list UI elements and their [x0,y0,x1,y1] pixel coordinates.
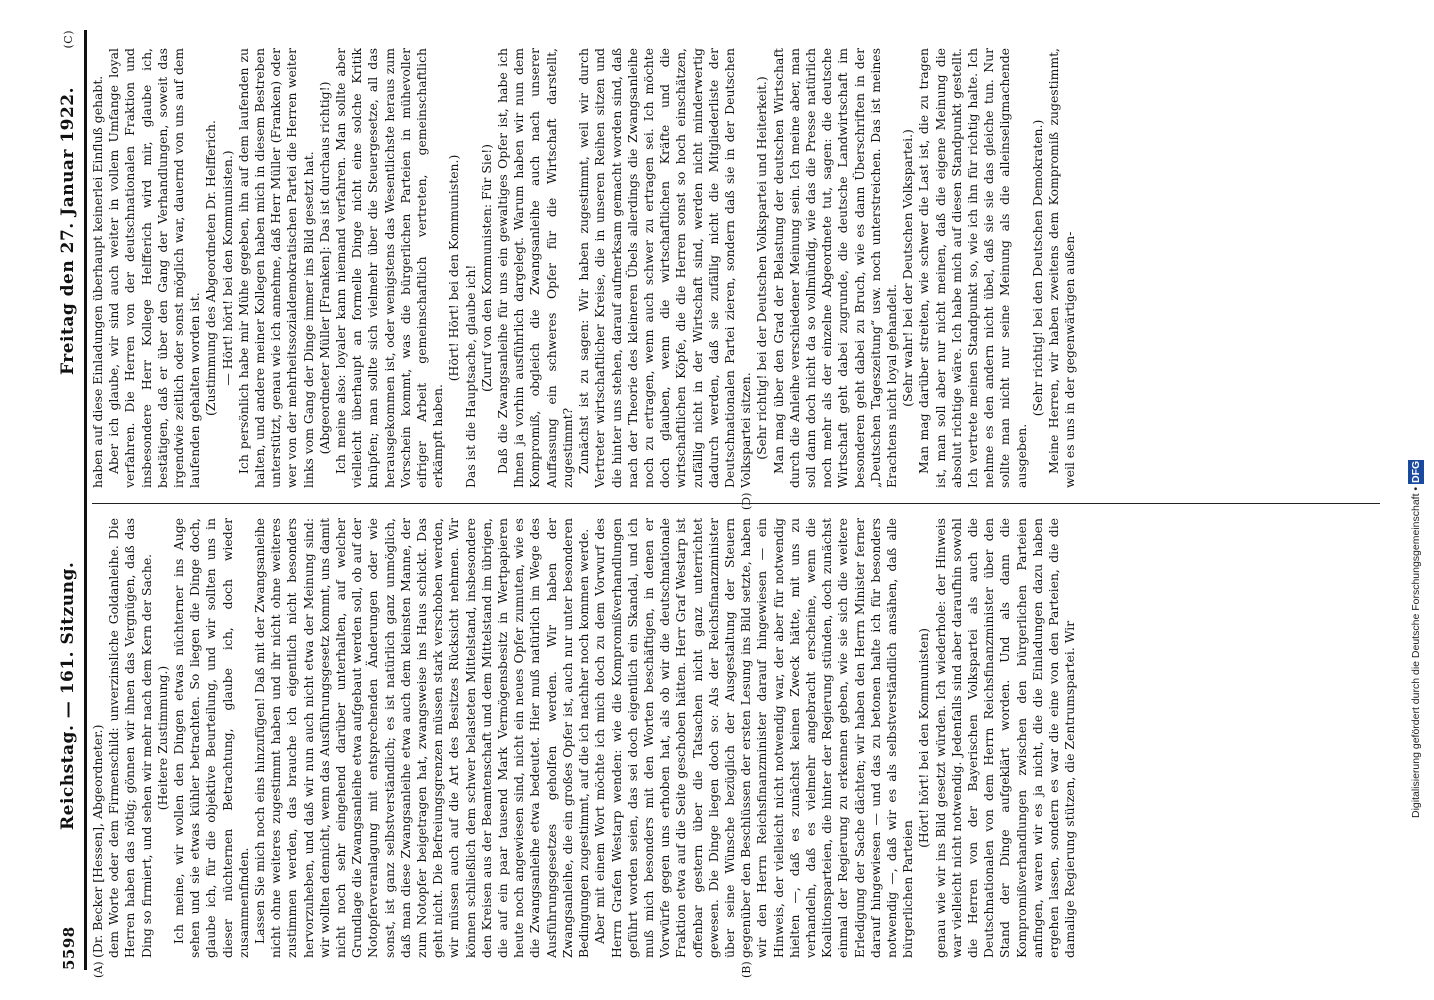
column-divider [92,503,1380,504]
header-right-title: Freitag den 27. Januar 1922. [58,86,78,375]
paragraph: haben auf diese Einladungen überhaupt keinerlei Einfluß gehabt. [90,75,105,488]
paragraph: Man mag über den Grad der Belastung der deutschen Wirtschaft durch die Anleihe verschiedener Meinung sein. Ich meine aber, man soll dann doch nicht da so vollmündig, wie das die Presse natürlich noch mehr als der einzelne Abgeordnete tut, sagen: die deutsche Wirtschaft geht dabei zugrunde, die deutsche Landwirtschaft im besonderen geht dabei zu Bruch, wie es dann Überschriften in der „Deutschen Tageszeitung“ usw. noch unterstreichen. Das ist meines Erachtens nicht loyal gehandelt. [770,48,899,488]
left-column [90,518,1385,958]
paragraph: Aber mit einem Wort möchte ich mich doch zu dem Vorwurf des Herrn Grafen Westarp wenden: wie die Kompromißverhandlungen geführt worden seien, das sei doch eigentlich ein Skandal, und ich muß mich besonders mit den Worten beschäftigen, in denen er Vorwürfe gegen uns erhoben hat, als ob wir die deutschnationale Fraktion etwa auf die Seite geschoben hätten. Herr Graf Westarp ist offenbar gestern über die Tatsachen nicht ganz unterrichtet gewesen. Die Dinge liegen doch so: Als der Reichsfinanzminister über seine Wünsche bezüglich der Ausgestaltung der Steuern gegenüber den Beschlüssen der ersten Lesung ins Bild setzte, haben wir den Herrn Reichsfinanzminister darauf hingewiesen — ein Hinweis, der vielleicht nicht notwendig war, der aber für notwendig hielten —, daß es zunächst keinen Zweck hätte, mit uns zu verhandeln, daß es vielmehr angebracht erscheine, wenn die Koalitionsparteien, die hinter der Regierung stünden, doch zunächst einmal der Regierung zu erkennen geben, wie sie sich die weitere Erledigung der Sache dächten; wir haben den Herrn Minister ferner darauf hingewiesen — und das zu betonen halte ich für besonders notwendig —, daß wir es als selbstverständlich ansähen, daß alle bürgerlichen Parteien [592,518,916,958]
margin-mark-c: (C) [62,30,75,49]
right-column [90,48,1385,488]
paragraph: Daß die Zwangsanleihe für uns ein gewaltiges Opfer ist, habe ich Ihnen ja vorhin ausführlich dargelegt. Warum haben wir nun dem Kompromiß, obgleich die Zwangsanleihe auch nach unserer Auffassung ein schweres Opfer für die Wirtschaft darstellt, zugestimmt? [495,48,575,488]
paragraph: Meine Herren, wir haben zweitens dem Kompromiß zugestimmt, weil es uns in der gegenwärtigen außen- [1045,48,1078,488]
paragraph: Lassen Sie mich noch eins hinzufügen! Daß mit der Zwangsanleihe nicht ohne weiteres zugestimmt haben und ihr nicht ohne weiteres zustimmen werden, das brauche ich eigentlich nicht besonders hervorzuheben, und daß wir nun auch nicht etwa der Meinung sind: wir wollten dennicht, wenn das Ausführungsgesetz kommt, uns damit nicht noch sehr eingehend darüber unterhalten, auf welcher Grundlage die Zwangsanleihe etwa aufgebaut werden soll, ob auf der Notopferveranlagung mit entsprechenden Änderungen oder wie sonst, ist ganz selbstverständlich; es ist natürlich ganz unmöglich, daß man diese Zwangsanleihe etwa auch dem kleinsten Manne, der zum Notopfer beigetragen hat, zwangsweise ins Haus schickt. Das geht nicht. Die Befreiungsgrenzen müssen stark verschoben werden, wir müssen auch auf die Art des Besitzes Rücksicht nehmen. Wir können schließlich dem schwer belasteten Mittelstand, insbesondere den Kreisen aus der Beamtenschaft und dem Mittelstand im übrigen, die auf ein paar tausend Mark Vermögensbesitz in Wertpapieren heute noch angewiesen sind, nicht ein neues Opfer zumuten, wie es die Zwangsanleihe etwa bedeutet. Hier muß natürlich im Wege des Ausführungsgesetzes geholfen werden. Wir haben der Zwangsanleihe, die ein großes Opfer ist, auch nur unter besonderen Bedingungen zugestimmt, auf die ich nachher noch kommen werde. [252,518,592,958]
interjection: (Hört! hört! bei den Kommunisten) [916,628,932,848]
interjection: (Sehr richtig! bei der Deutschen Volkspartei und Heiterkeit.) [754,76,770,460]
paragraph: Ich meine, wir wollen den Dingen etwas nüchterner ins Auge sehen und sie etwas kühler betrachten. So liegen die Dinge doch, glaube ich, für die objektive Beurteilung, und wir sollten uns in dieser nüchternen Betrachtung, glaube ich, doch wieder zusammenfinden. [171,518,251,958]
document-page [40,20,1420,980]
margin-mark-d: (D) [740,492,753,510]
interjection: (Heitere Zustimmung.) [154,665,170,811]
paragraph: Ich meine also: loyaler kann niemand verfahren. Man sollte aber vielleicht überhaupt an formelle Dinge nicht eine solche Kritik knüpfen; man sollte sich vielmehr über die Steuergesetze, all das herausgekommen ist, oder wenigstens das Wesentlichste heraus zum Vorschein kommt, was die bürgerlichen Parteien in mühevoller eifriger Arbeit gemeinschaftlich vertreten, gemeinschaftlich erkämpft haben. [333,48,446,488]
dfg-logo-icon: DFG [1410,460,1422,483]
interjection: (Sehr richtig! bei den Deutschen Demokraten.) [1029,119,1045,417]
paragraph: Zunächst ist zu sagen: Wir haben zugestimmt, weil wir durch Vertreter wirtschaftlicher Kreise, die in unseren Reihen sitzen und die hinter uns stehen, darauf aufmerksam gemacht worden sind, daß nach der Theorie des kleineren Übels allerdings die Zwangsanleihe noch zu ertragen, wenn auch schwer zu ertragen sei. Ich möchte doch glauben, wenn die wirtschaftlichen Kräfte und die wirtschaftlichen Köpfe, die die Herren sonst so hoch einschätzen, zufällig nicht in der Wirtschaft sind, werden nicht minderwertig dadurch werden, daß sie zufällig nicht die Mitgliederliste der Deutschnationalen Partei zieren, sondern daß sie in der Deutschen Volkspartei sitzen. [576,48,754,488]
margin-mark-b: (B) [740,961,753,978]
digitization-stamp [1408,18,1426,818]
interjection: (Zuruf von den Kommunisten: Für Sie!) [478,143,494,393]
paragraph: Man mag darüber streiten, wie schwer die Last ist, die zu tragen ist, man soll aber nur nicht meinen, daß die eigene Meinung die absolut richtige wäre. Ich habe mich auf diesen Standpunkt gestellt. Ich vertrete meinen Standpunkt so, wie ich ihn für richtig halte. Ich nehme es den andern nicht übel, daß sie sie das gleiche tun. Nur sollte man nicht nur seine Meinung als die alleinseligmachende ausgeben. [916,48,1029,488]
interjection: (Zustimmung des Abgeordneten Dr. Helfferich. [203,120,219,416]
paragraph: Das ist die Hauptsache, glaube ich! [462,264,478,488]
paragraph: Ich persönlich habe mir Mühe gegeben, ihn auf dem laufenden zu halten, und andere meiner Kollegen haben mich in diesem Bestreben unterstützt, genau wie ich annehme, daß Herr Müller (Franken) oder wer von der mehrheitssozialdemokratischen Partei die Herren weiter links vom Gang der Dinge immer ins Bild gesetzt hat. [235,48,316,488]
paragraph: dem Worte oder dem Firmenschild: unverzinsliche Goldanleihe. Die Herren haben das nötig; gönnen wir ihnen das Vergnügen, daß das Ding so firmiert, und sehen wir mehr nach dem Kern der Sache. [106,518,154,958]
margin-mark-a: (A) [92,961,105,978]
header-rule [84,30,87,970]
page-header [58,30,84,970]
interjection: — Hört! hört! bei den Kommunisten.) [219,150,235,386]
interjection: (Sehr wahr! bei der Deutschen Volkspartei.) [900,129,916,407]
stamp-text: Digitalisierung gefördert durch die Deutsche Forschungsgemeinschaft • [1410,486,1422,818]
interjection: (Abgeordneter Müller [Franken]: Das ist durchaus richtig!) [316,81,332,455]
paragraph: genau wie wir ins Bild gesetzt würden. Ich wiederhole: der Hinweis war vielleicht nicht notwendig. Jedenfalls sind aber daraufhin sowohl die Herren von der Bayerischen Volkspartei als auch die Deutschnationalen von dem Herrn Reichsfinanzminister über den Stand der Dinge aufgeklärt worden. Und als dann die Kompromißverhandlungen zwischen den bürgerlichen Parteien anfingen, waren wir es ja nicht, die die Einladungen dazu haben ergehen lassen, sondern es war die eine von den Parteien, die die damalige Regierung stützen, die Zentrumspartei. Wir [932,518,1078,958]
page-number: 5598 [60,926,78,970]
speaker-line: (Dr. Becker [Hessen], Abgeordneter.) [90,724,105,958]
header-left-title: Reichstag. — 161. Sitzung. [58,561,78,830]
interjection: (Hört! Hört! bei den Kommunisten.) [446,154,462,382]
paragraph: Aber ich glaube, wir sind auch weiter in vollem Umfange loyal verfahren. Die Herren von der deutschnationalen Fraktion und insbesondere Herr Kollege Helfferich wird mir, glaube ich, bestätigen, daß er über den Gang der Verhandlungen, soweit das irgendwie zeitlich oder sonst möglich war, dauernd von uns auf dem laufenden gehalten worden ist. [106,48,203,488]
